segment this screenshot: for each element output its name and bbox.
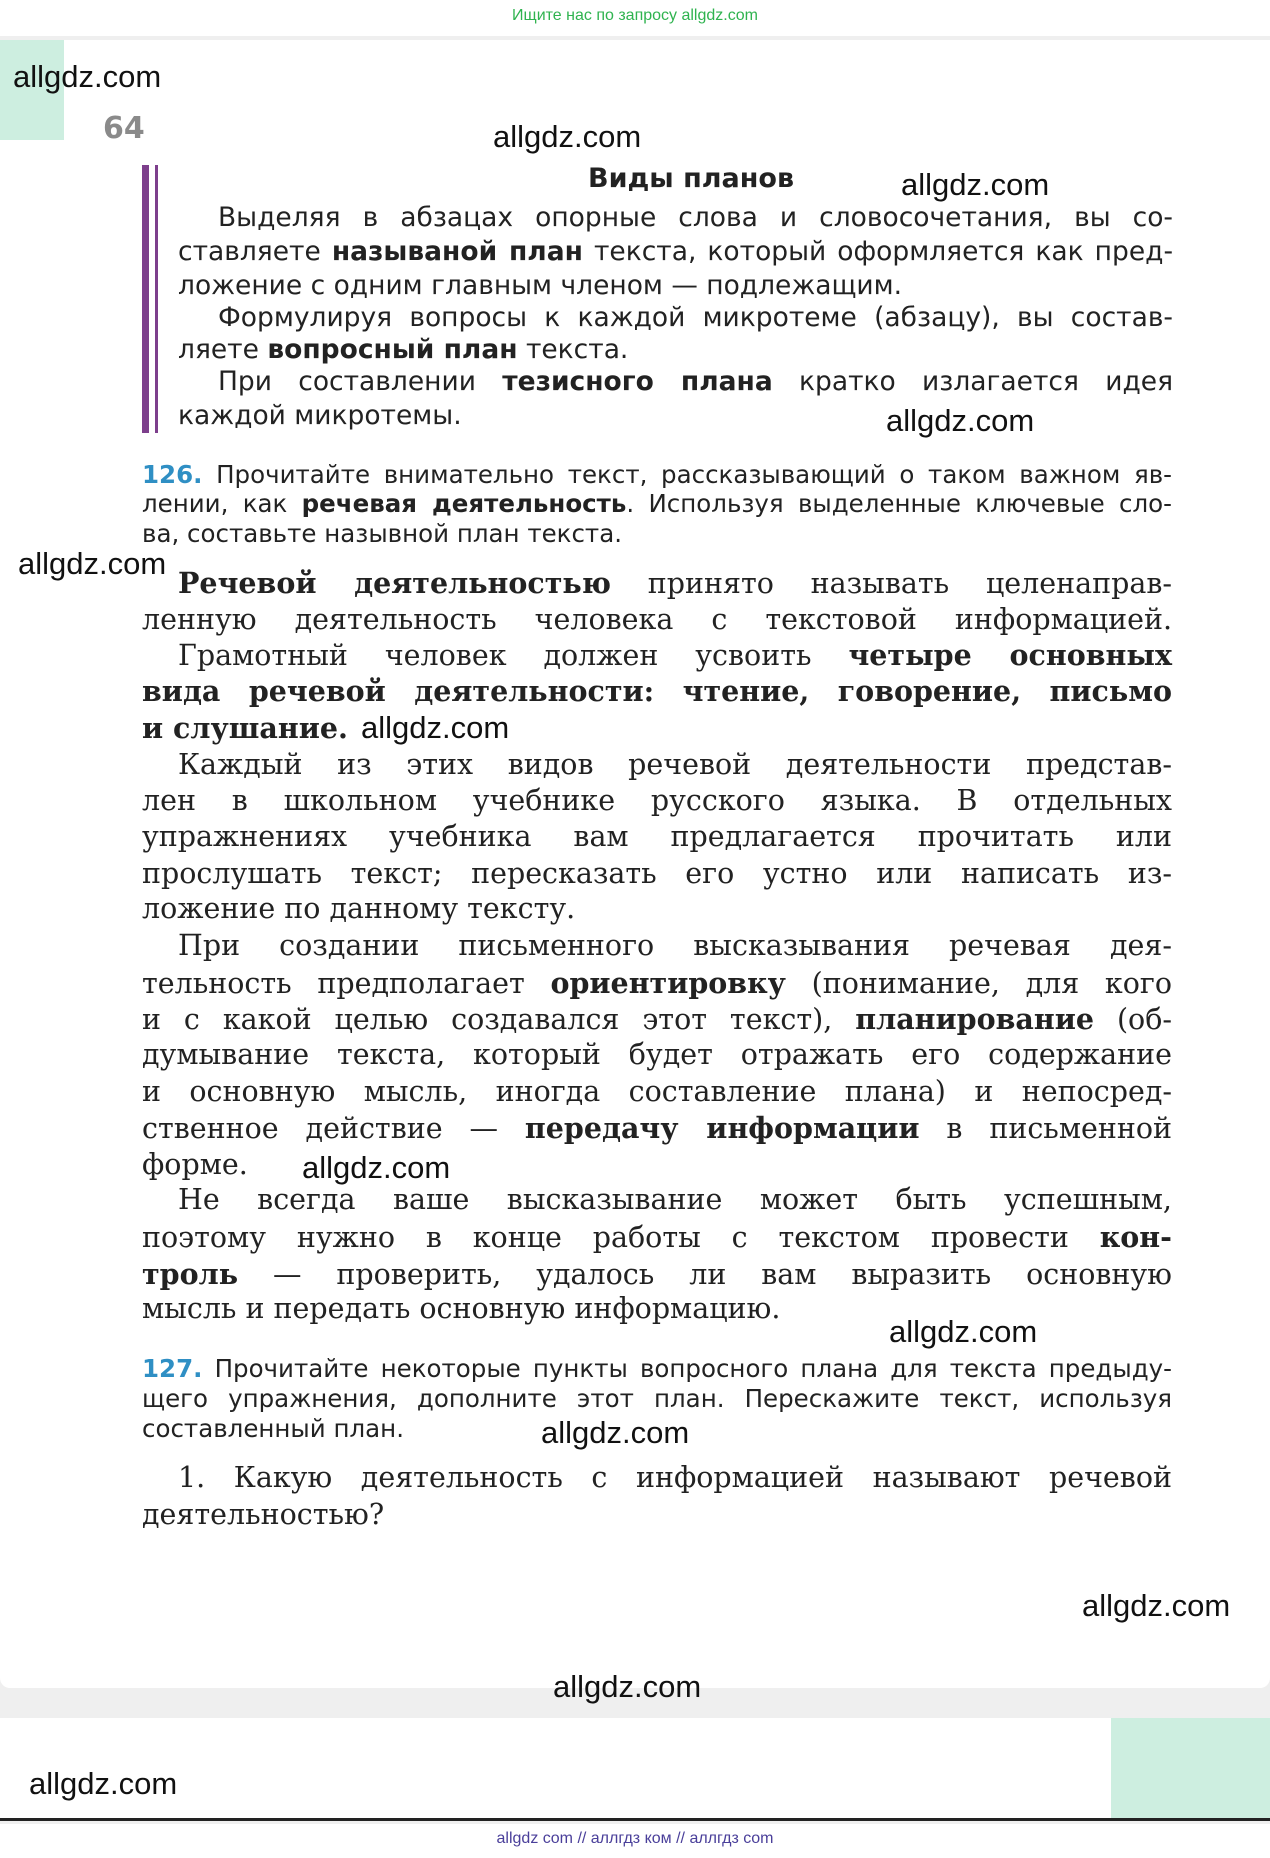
plan-text: 1. Какую деятельность с информацией называют речевой [178,1461,1172,1494]
text-span: При создании письменного высказывания речевая дея- [178,929,1172,962]
task-127-line-2 [142,1384,1172,1413]
text-span: прослушать текст; пересказать его устно или написать из- [142,857,1172,890]
text-line [178,638,1172,672]
text-line [142,1038,1172,1071]
text-term: троль [142,1257,239,1291]
rule-text: Выделяя в абзацах опорные слова и словосочетания, вы со- [218,202,1173,233]
rule-text: кратко излагается идея [772,366,1174,397]
text-span: Каждый из этих видов речевой деятельности представ- [178,748,1172,781]
text-span: тельность предполагает [142,967,551,1000]
text-line [142,784,1172,817]
divider [0,1818,1270,1821]
task-number: 126. [142,460,203,489]
text-line [142,1220,1172,1254]
text-line [142,820,1172,853]
task-text: лении, как [142,489,302,518]
rule-term: вопросный план [267,334,518,365]
text-term: и слушание. [142,711,348,745]
text-span: Грамотный человек должен усвоить [178,639,849,672]
text-span: (об- [1094,1003,1173,1036]
text-span: принято называть целенаправ- [611,567,1173,600]
text-term: ориентировку [550,966,786,1000]
watermark: allgdz.com [493,119,642,154]
watermark: allgdz.com [1082,1588,1231,1623]
rule-text: текста, который оформляется как пред- [582,236,1174,267]
rule-line-1 [218,202,1173,233]
rule-text: ляете [178,334,268,365]
rule-text: ложение с одним главным членом — подлежащим. [178,270,903,301]
text-term: планирование [855,1002,1094,1036]
rule-text: каждой микротемы. [178,400,462,431]
watermark: allgdz.com [302,1150,451,1185]
watermark: allgdz.com [361,710,510,745]
rule-text: текста. [517,334,629,365]
task-text: ва, составьте назывной план текста. [142,519,622,548]
text-term: кон- [1099,1220,1172,1254]
task-term: речевая деятельность [301,489,627,518]
corner-decoration-bottom [1111,1718,1270,1818]
rule-line-3 [178,270,1173,301]
task-126-line-2 [142,489,1172,518]
task-127-line-1 [142,1354,1172,1383]
task-text: . Используя выделенные ключевые сло- [626,489,1172,518]
text-line [142,892,1172,925]
task-126-line-1 [142,460,1172,489]
plan-text: деятельностью? [142,1498,385,1531]
task-126-line-3 [142,519,1172,548]
text-term: Речевой деятельностью [178,566,611,600]
watermark: allgdz.com [886,403,1035,438]
text-span: и основную мысль, иногда составление плана) и непосред- [142,1075,1172,1108]
text-line [142,966,1172,1000]
text-span: — проверить, удалось ли вам выразить основную [238,1258,1172,1291]
text-term: передачу информации [524,1111,920,1145]
text-line [178,929,1172,962]
text-line [142,1148,1172,1181]
task-number: 127. [142,1354,203,1383]
text-span: лен в школьном учебнике русского языка. В отдельных [142,784,1172,817]
text-span: думывание текста, который будет отражать его содержание [142,1038,1172,1071]
plan-item-1 [178,1461,1172,1494]
watermark: allgdz.com [901,167,1050,202]
text-span: мысль и передать основную информацию. [142,1292,781,1325]
task-text: Прочитайте внимательно текст, рассказывающий о таком важном яв- [216,460,1172,489]
task-text: составленный план. [142,1414,404,1443]
text-line [142,1075,1172,1108]
page-number: 64 [103,111,145,146]
rule-term: называной план [331,236,583,267]
text-line [142,1002,1173,1036]
text-span: поэтому нужно в конце работы с текстом провести [142,1221,1100,1254]
watermark: allgdz.com [18,546,167,581]
next-page-strip [0,1718,1270,1818]
watermark: allgdz.com [889,1314,1038,1349]
rule-line-6 [218,366,1174,397]
task-text: Прочитайте некоторые пункты вопросного плана для текста предыду- [214,1354,1172,1383]
text-line [142,674,1172,708]
text-line [178,1183,1172,1216]
text-line [142,603,1172,636]
rule-term: тезисного плана [502,366,773,397]
text-span: (понимание, для кого [785,967,1172,1000]
watermark: allgdz.com [541,1415,690,1450]
text-line [142,857,1172,890]
text-span: форме. [142,1148,248,1181]
text-span: упражнениях учебника вам предлагается прочитать или [142,820,1172,853]
text-span: ственное действие — [142,1112,525,1145]
plan-item-1-cont [142,1498,1172,1531]
rule-line-4 [218,302,1173,333]
text-line [178,566,1173,600]
watermark: allgdz.com [29,1766,178,1801]
rule-text: Формулируя вопросы к каждой микротеме (абзацу), вы состав- [218,302,1173,333]
text-span: в письменной [919,1112,1172,1145]
text-span: и с какой целью создавался этот текст), [142,1003,856,1036]
footer[interactable]: allgdz com // аллгдз ком // аллгдз com [0,1824,1270,1858]
text-span: ленную деятельность человека с текстовой информацией. [142,603,1172,636]
rule-line-5 [178,334,1173,365]
text-line [142,1257,1172,1291]
rule-bar-thin [155,165,158,433]
text-line [178,748,1172,781]
rule-text: ставляете [178,236,332,267]
text-term: вида речевой деятельности: чтение, говорение, письмо [142,674,1172,708]
watermark: allgdz.com [553,1669,702,1704]
rule-bar [142,165,149,433]
rule-title: Виды планов [588,163,795,194]
rule-line-2 [178,236,1174,267]
top-banner[interactable]: Ищите нас по запросу allgdz.com [0,0,1270,36]
text-line [142,1111,1172,1145]
text-span: ложение по данному тексту. [142,892,576,925]
text-span: Не всегда ваше высказывание может быть успешным, [178,1183,1172,1216]
watermark: allgdz.com [13,59,162,94]
text-term: четыре основных [848,638,1172,672]
task-text: щего упражнения, дополните этот план. Перескажите текст, используя [142,1384,1172,1413]
rule-text: При составлении [218,366,503,397]
text-line [142,710,1172,745]
